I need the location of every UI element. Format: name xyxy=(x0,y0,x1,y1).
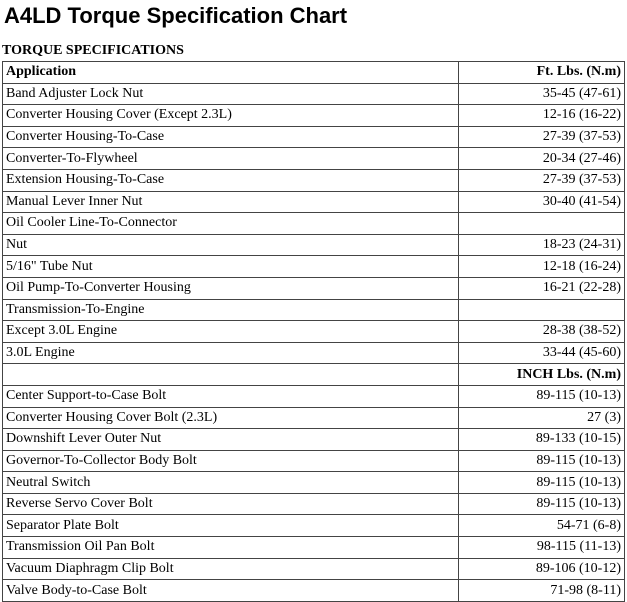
row-value: 89-106 (10-12) xyxy=(459,558,625,580)
row-label: Extension Housing-To-Case xyxy=(3,169,459,191)
row-value: 30-40 (41-54) xyxy=(459,191,625,213)
row-label: Oil Cooler Line-To-Connector xyxy=(3,213,459,235)
row-label: Except 3.0L Engine xyxy=(3,321,459,343)
row-value: 89-115 (10-13) xyxy=(459,385,625,407)
row-label: Center Support-to-Case Bolt xyxy=(3,385,459,407)
row-value: 27 (3) xyxy=(459,407,625,429)
table-row xyxy=(3,558,625,580)
row-label: Transmission-To-Engine xyxy=(3,299,459,321)
row-label: Band Adjuster Lock Nut xyxy=(3,83,459,105)
row-label: Governor-To-Collector Body Bolt xyxy=(3,450,459,472)
table-row xyxy=(3,169,625,191)
table-row xyxy=(3,191,625,213)
table-row xyxy=(3,342,625,364)
row-value: 35-45 (47-61) xyxy=(459,83,625,105)
row-value: 89-115 (10-13) xyxy=(459,472,625,494)
row-label: 5/16" Tube Nut xyxy=(3,256,459,278)
table-row xyxy=(3,407,625,429)
row-label: Converter Housing Cover Bolt (2.3L) xyxy=(3,407,459,429)
row-label: Neutral Switch xyxy=(3,472,459,494)
table-row xyxy=(3,105,625,127)
row-value: 98-115 (11-13) xyxy=(459,537,625,559)
row-value: 20-34 (27-46) xyxy=(459,148,625,170)
row-label: Separator Plate Bolt xyxy=(3,515,459,537)
table-row xyxy=(3,385,625,407)
table-row xyxy=(3,277,625,299)
row-value xyxy=(459,299,625,321)
row-label: Converter Housing-To-Case xyxy=(3,126,459,148)
row-label: Manual Lever Inner Nut xyxy=(3,191,459,213)
row-label: Oil Pump-To-Converter Housing xyxy=(3,277,459,299)
table-row xyxy=(3,515,625,537)
row-value: 16-21 (22-28) xyxy=(459,277,625,299)
row-value: 33-44 (45-60) xyxy=(459,342,625,364)
table-row xyxy=(3,472,625,494)
row-value: 18-23 (24-31) xyxy=(459,234,625,256)
row-value: 12-18 (16-24) xyxy=(459,256,625,278)
row-value xyxy=(459,213,625,235)
table-row xyxy=(3,493,625,515)
row-label: Converter Housing Cover (Except 2.3L) xyxy=(3,105,459,127)
page-title: A4LD Torque Specification Chart xyxy=(4,3,348,28)
table-row xyxy=(3,213,625,235)
torque-table xyxy=(2,61,625,602)
row-value: 28-38 (38-52) xyxy=(459,321,625,343)
table-row xyxy=(3,126,625,148)
row-label: Reverse Servo Cover Bolt xyxy=(3,493,459,515)
inch-header-blank xyxy=(3,364,459,386)
row-label: Valve Body-to-Case Bolt xyxy=(3,580,459,602)
table-row xyxy=(3,83,625,105)
section-title: TORQUE SPECIFICATIONS xyxy=(2,43,184,58)
header-ft-lbs: Ft. Lbs. (N.m) xyxy=(459,62,625,84)
inch-header-row xyxy=(3,364,625,386)
table-row xyxy=(3,450,625,472)
row-label: Transmission Oil Pan Bolt xyxy=(3,537,459,559)
table-row xyxy=(3,537,625,559)
row-value: 27-39 (37-53) xyxy=(459,169,625,191)
row-value: 89-115 (10-13) xyxy=(459,493,625,515)
table-row xyxy=(3,321,625,343)
row-value: 71-98 (8-11) xyxy=(459,580,625,602)
table-row xyxy=(3,256,625,278)
table-row xyxy=(3,580,625,602)
table-row xyxy=(3,299,625,321)
table-header-row xyxy=(3,62,625,84)
table-row xyxy=(3,148,625,170)
row-label: Vacuum Diaphragm Clip Bolt xyxy=(3,558,459,580)
row-value: 89-133 (10-15) xyxy=(459,429,625,451)
row-value: 89-115 (10-13) xyxy=(459,450,625,472)
row-value: 12-16 (16-22) xyxy=(459,105,625,127)
row-value: 54-71 (6-8) xyxy=(459,515,625,537)
header-application: Application xyxy=(3,62,459,84)
header-inch-lbs: INCH Lbs. (N.m) xyxy=(459,364,625,386)
row-value: 27-39 (37-53) xyxy=(459,126,625,148)
table-row xyxy=(3,234,625,256)
table-row xyxy=(3,429,625,451)
row-label: Converter-To-Flywheel xyxy=(3,148,459,170)
row-label: 3.0L Engine xyxy=(3,342,459,364)
row-label: Downshift Lever Outer Nut xyxy=(3,429,459,451)
row-label: Nut xyxy=(3,234,459,256)
